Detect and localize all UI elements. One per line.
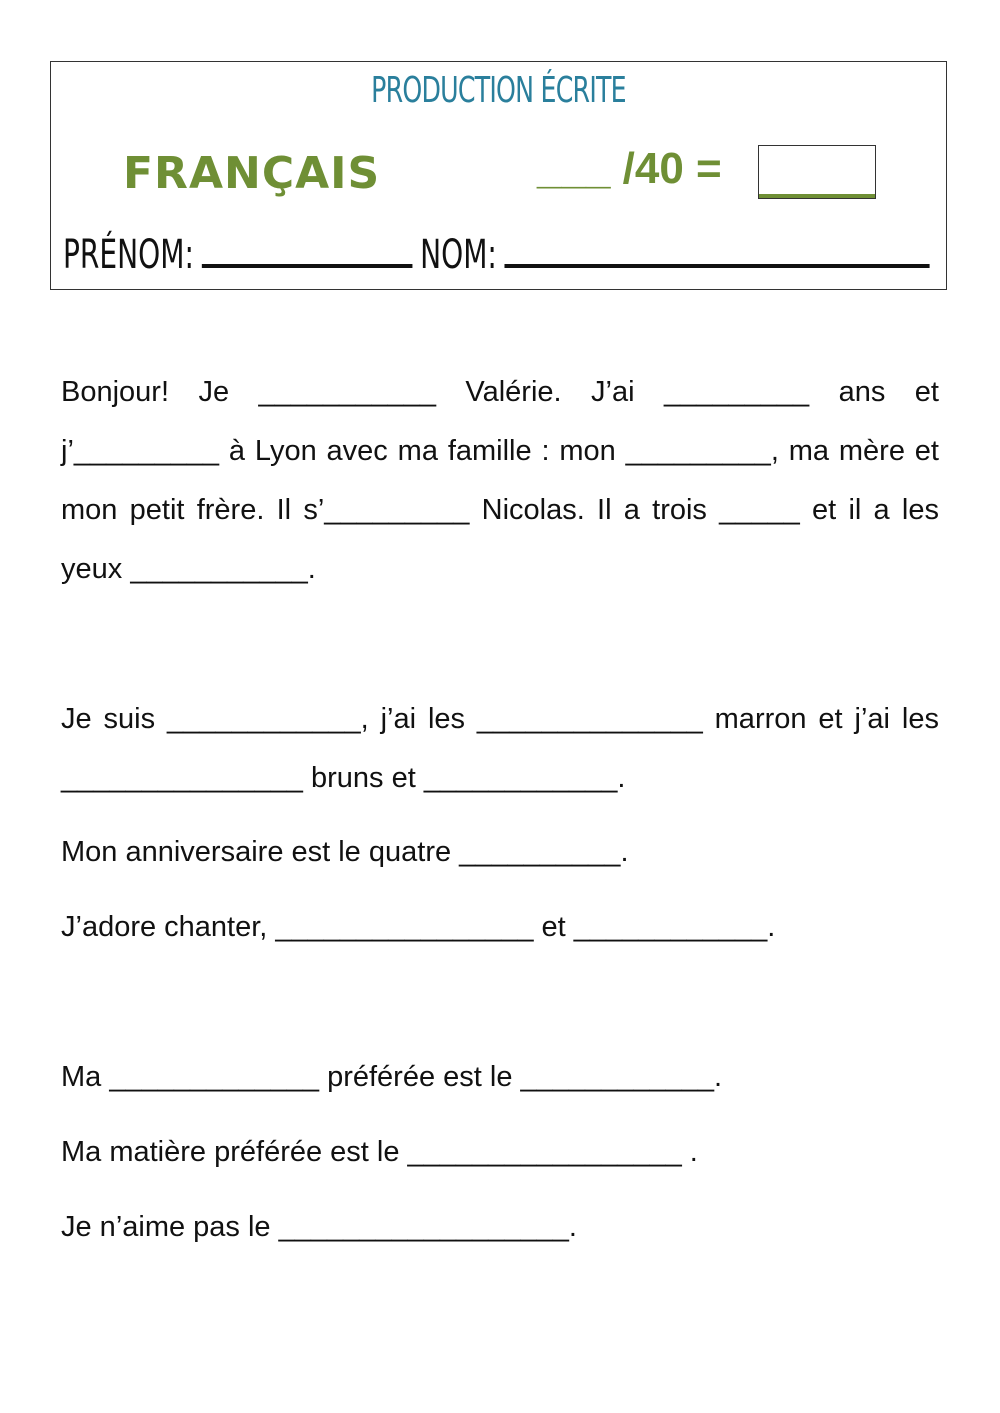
grade-box[interactable] bbox=[758, 145, 876, 199]
paragraph-intro: Bonjour! Je ___________ Valérie. J’ai _________ ans et j’_________ à Lyon avec ma famille : mon _________, ma mère et mon petit frère. Il s’_________ Nicolas. Il a trois _____ et il a les yeux ___________. bbox=[61, 376, 939, 585]
sentence-hobbies: J’adore chanter, ________________ et ____________. bbox=[61, 911, 776, 943]
first-name-label: PRÉNOM: bbox=[63, 232, 194, 278]
name-row bbox=[63, 230, 938, 278]
grade-underline bbox=[759, 194, 875, 198]
score-label: ___ /40 = bbox=[537, 144, 722, 193]
paragraph-appearance: Je suis ____________, j’ai les ______________ marron et j’ai les _______________ bruns et ____________. bbox=[61, 703, 939, 794]
last-name-field[interactable] bbox=[505, 230, 930, 268]
subject-label: FRANÇAIS bbox=[123, 148, 381, 199]
sentence-favorite-subject: Ma matière préférée est le _________________ . bbox=[61, 1136, 698, 1168]
sentence-dislike: Je n’aime pas le __________________. bbox=[61, 1211, 577, 1243]
last-name-label: NOM: bbox=[420, 232, 497, 278]
first-name-field[interactable] bbox=[202, 230, 413, 268]
worksheet-title: PRODUCTION ÉCRITE bbox=[371, 70, 626, 111]
sentence-birthday: Mon anniversaire est le quatre __________. bbox=[61, 836, 629, 868]
worksheet-header bbox=[50, 61, 947, 290]
sentence-favorite: Ma _____________ préférée est le ____________. bbox=[61, 1061, 723, 1093]
